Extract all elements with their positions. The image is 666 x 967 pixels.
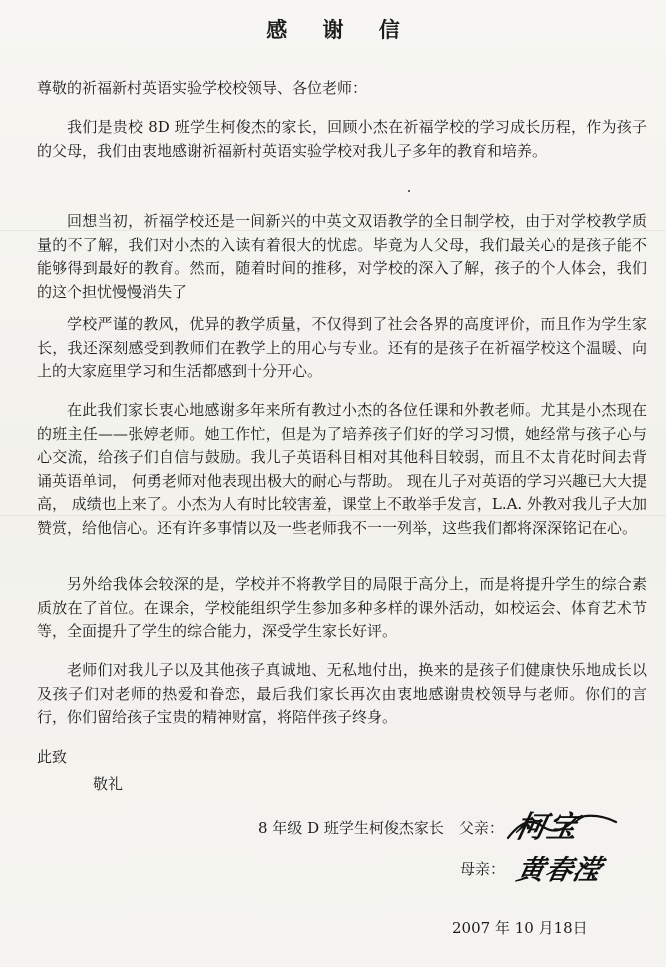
paper-speck <box>408 190 410 192</box>
paragraph-3: 学校严谨的教风，优异的教学质量，不仅得到了社会各界的高度评价，而且作为学生家长，我还深刻感受到教师们在教学上的用心与专业。还有的是孩子在祈福学校这个温暖、向上的大家庭里学习和生活都感到十分开心。 <box>37 315 647 380</box>
paragraph-1: 我们是贵校 8D 班学生柯俊杰的家长，回顾小杰在祈福学校的学习成长历程，作为孩子的父母，我们由衷地感谢祈福新村英语实验学校对我儿子多年的教育和培养。 <box>37 118 647 160</box>
father-signature-label: 8 年级 D 班学生柯俊杰家长 父亲： <box>258 819 504 837</box>
closing-regards: 敬礼 <box>93 775 124 793</box>
paragraph-2: 回想当初，祈福学校还是一间新兴的中英文双语教学的全日制学校，由于对学校教学质量的不了解，我们对小杰的入读有着很大的忧虑。毕竟为人父母，我们最关心的是孩子能不能够得到最好的教育。然而，随着时间的推移，对学校的深入了解，孩子的个人体会，我们的这个担忧慢慢消失了 <box>37 212 647 301</box>
letter-greeting: 尊敬的祈福新村英语实验学校校领导、各位老师： <box>37 79 368 97</box>
letter-title: 感 谢 信 <box>266 17 414 42</box>
letter-date: 2007 年 10 月18日 <box>452 919 588 937</box>
father-handwritten-signature: 柯宝 <box>511 810 583 845</box>
paragraph-4: 在此我们家长衷心地感谢多年来所有教过小杰的各位任课和外教老师。尤其是小杰现在的班主任——张婷老师。她工作忙，但是为了培养孩子们好的学习习惯，她经常与孩子心与心交流，给孩子们自信与鼓励。我儿子英语科目相对其他科目较弱，而且不太肯花时间去背诵英语单词， 何勇老师对他表现出极大的耐心与帮助。 现在儿子对英语的学习兴趣已大大提高， 成绩也上来了。小杰为人有时比较害羞，课堂上不敢举手发言，L.A. 外教对我儿子大加赞赏，给他信心。还有许多事情以及一些老师我不一一列举，这些我们都将深深铭记在心。 <box>37 401 647 537</box>
closing-salutation: 此致 <box>37 748 68 766</box>
paragraph-6: 老师们对我儿子以及其他孩子真诚地、无私地付出，换来的是孩子们健康快乐地成长以及孩子们对老师的热爱和眷恋，最后我们家长再次由衷地感谢贵校领导与老师。你们的言行，你们留给孩子宝贵的精神财富，将陪伴孩子终身。 <box>37 661 647 726</box>
paragraph-5: 另外给我体会较深的是，学校并不将教学目的局限于高分上，而是将提升学生的综合素质放在了首位。在课余，学校能组织学生参加多种多样的课外活动，如校运会、体育艺术节等，全面提升了学生的综合能力，深受学生家长好评。 <box>37 575 647 640</box>
mother-handwritten-signature: 黄春滢 <box>514 855 605 886</box>
mother-signature-label: 母亲： <box>460 860 506 878</box>
